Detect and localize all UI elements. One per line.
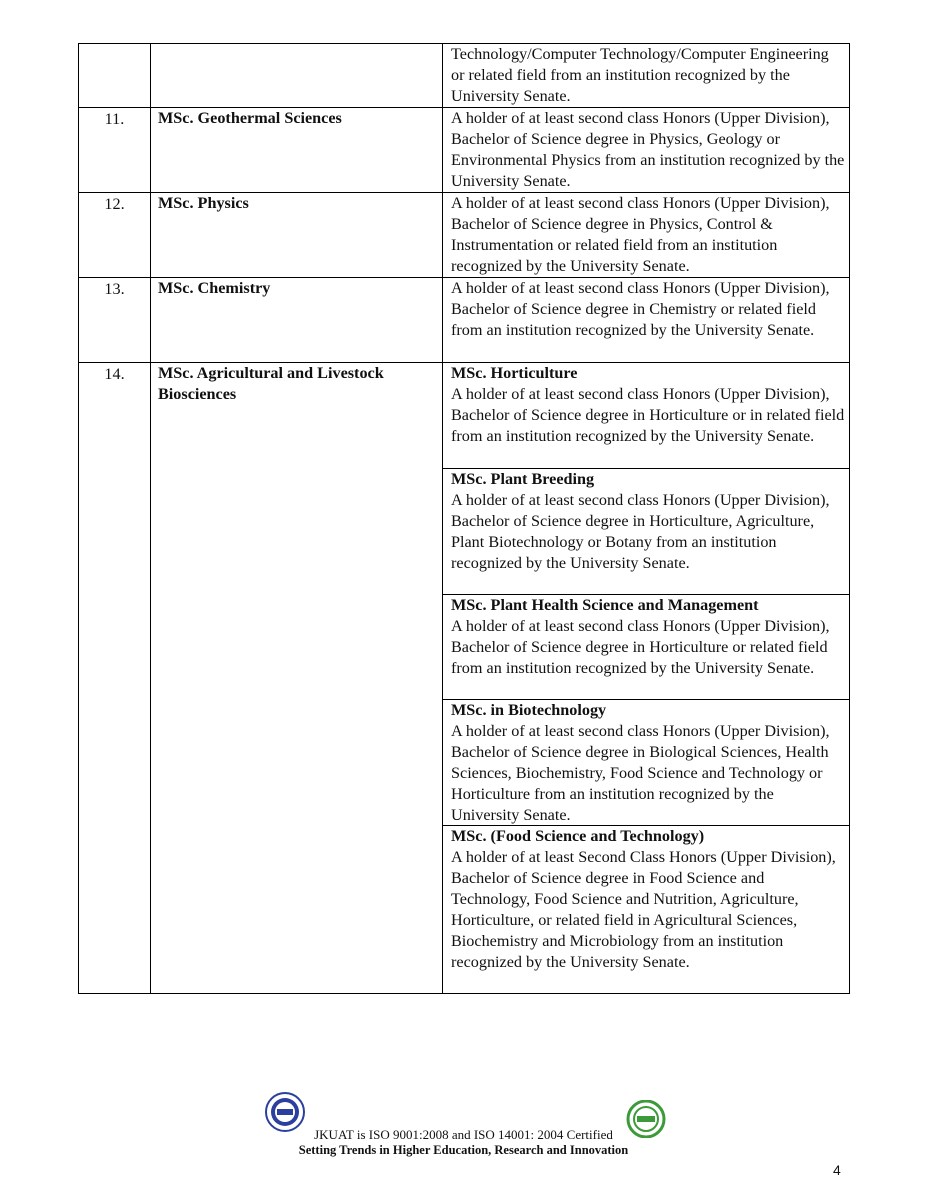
sub-program-title: MSc. in Biotechnology (451, 701, 607, 719)
requirements-cell: A holder of at least second class Honors (Upper Division), Bachelor of Science degree in Physics, Control & Instrumentation or related field from an institution recognized by the University Senate. (443, 193, 850, 278)
table-row (79, 193, 850, 278)
row-number-cell: 11. (79, 108, 151, 193)
program-name-cell: MSc. Agricultural and Livestock Biosciences (151, 363, 443, 994)
sub-program-requirement: A holder of at least second class Honors (Upper Division), Bachelor of Science degree in Biological Sciences, Health Sciences, Biochemistry, Food Science and Technology or Horticulture from an institution recognized by the University Senate. (451, 722, 830, 824)
sub-program-title: MSc. Plant Health Science and Management (451, 596, 759, 614)
row-number-cell: 13. (79, 278, 151, 363)
sub-program-block (443, 825, 849, 993)
sub-program-requirement: A holder of at least second class Honors (Upper Division), Bachelor of Science degree in Horticulture or related field from an institution recognized by the University Senate. (451, 617, 830, 677)
sub-program-title: MSc. Plant Breeding (451, 470, 595, 488)
sub-program-block (443, 468, 849, 594)
requirements-table (78, 43, 850, 994)
sub-program-requirement: A holder of at least second class Honors (Upper Division), Bachelor of Science degree in Horticulture, Agriculture, Plant Biotechnology or Botany from an institution recognized by the University Senate. (451, 491, 830, 572)
table-row (79, 278, 850, 363)
row-number-cell: 14. (79, 363, 151, 994)
certification-statement: JKUAT is ISO 9001:2008 and ISO 14001: 2004 Certified (314, 1127, 613, 1142)
program-name-cell: MSc. Physics (151, 193, 443, 278)
requirements-cell: A holder of at least second class Honors (Upper Division), Bachelor of Science degree in Chemistry or related field from an institution recognized by the University Senate. (443, 278, 850, 363)
table-row (79, 108, 850, 193)
table-row (79, 44, 850, 108)
table-row (79, 363, 850, 994)
sub-program-title: MSc. (Food Science and Technology) (451, 827, 705, 845)
sub-program-requirement: A holder of at least second class Honors (Upper Division), Bachelor of Science degree in Horticulture or in related field from an institution recognized by the University Senate. (451, 385, 845, 445)
program-name-cell: MSc. Geothermal Sciences (151, 108, 443, 193)
program-name-cell (151, 44, 443, 108)
sub-program-block (443, 363, 849, 468)
requirements-cell (443, 363, 850, 994)
sub-program-block (443, 699, 849, 825)
sub-program-requirement: A holder of at least Second Class Honors (Upper Division), Bachelor of Science degree in Food Science and Technology, Food Science and Nutrition, Agriculture, Horticulture, or related field in Agricultural Sciences, Biochemistry and Microbiology from an institution recognized by the University Senate. (451, 848, 836, 971)
row-number-cell: 12. (79, 193, 151, 278)
iso-certification-seal-icon (265, 1092, 305, 1132)
program-name-cell: MSc. Chemistry (151, 278, 443, 363)
university-motto: Setting Trends in Higher Education, Research and Innovation (298, 1143, 629, 1157)
requirements-cell: A holder of at least second class Honors (Upper Division), Bachelor of Science degree in Physics, Geology or Environmental Physics from an institution recognized by the University Senate. (443, 108, 850, 193)
page-number: 4 (833, 1162, 841, 1178)
row-number-cell (79, 44, 151, 108)
sub-program-block (443, 594, 849, 699)
requirements-cell: Technology/Computer Technology/Computer Engineering or related field from an institution recognized by the University Senate. (443, 44, 850, 108)
sub-program-title: MSc. Horticulture (451, 364, 578, 382)
